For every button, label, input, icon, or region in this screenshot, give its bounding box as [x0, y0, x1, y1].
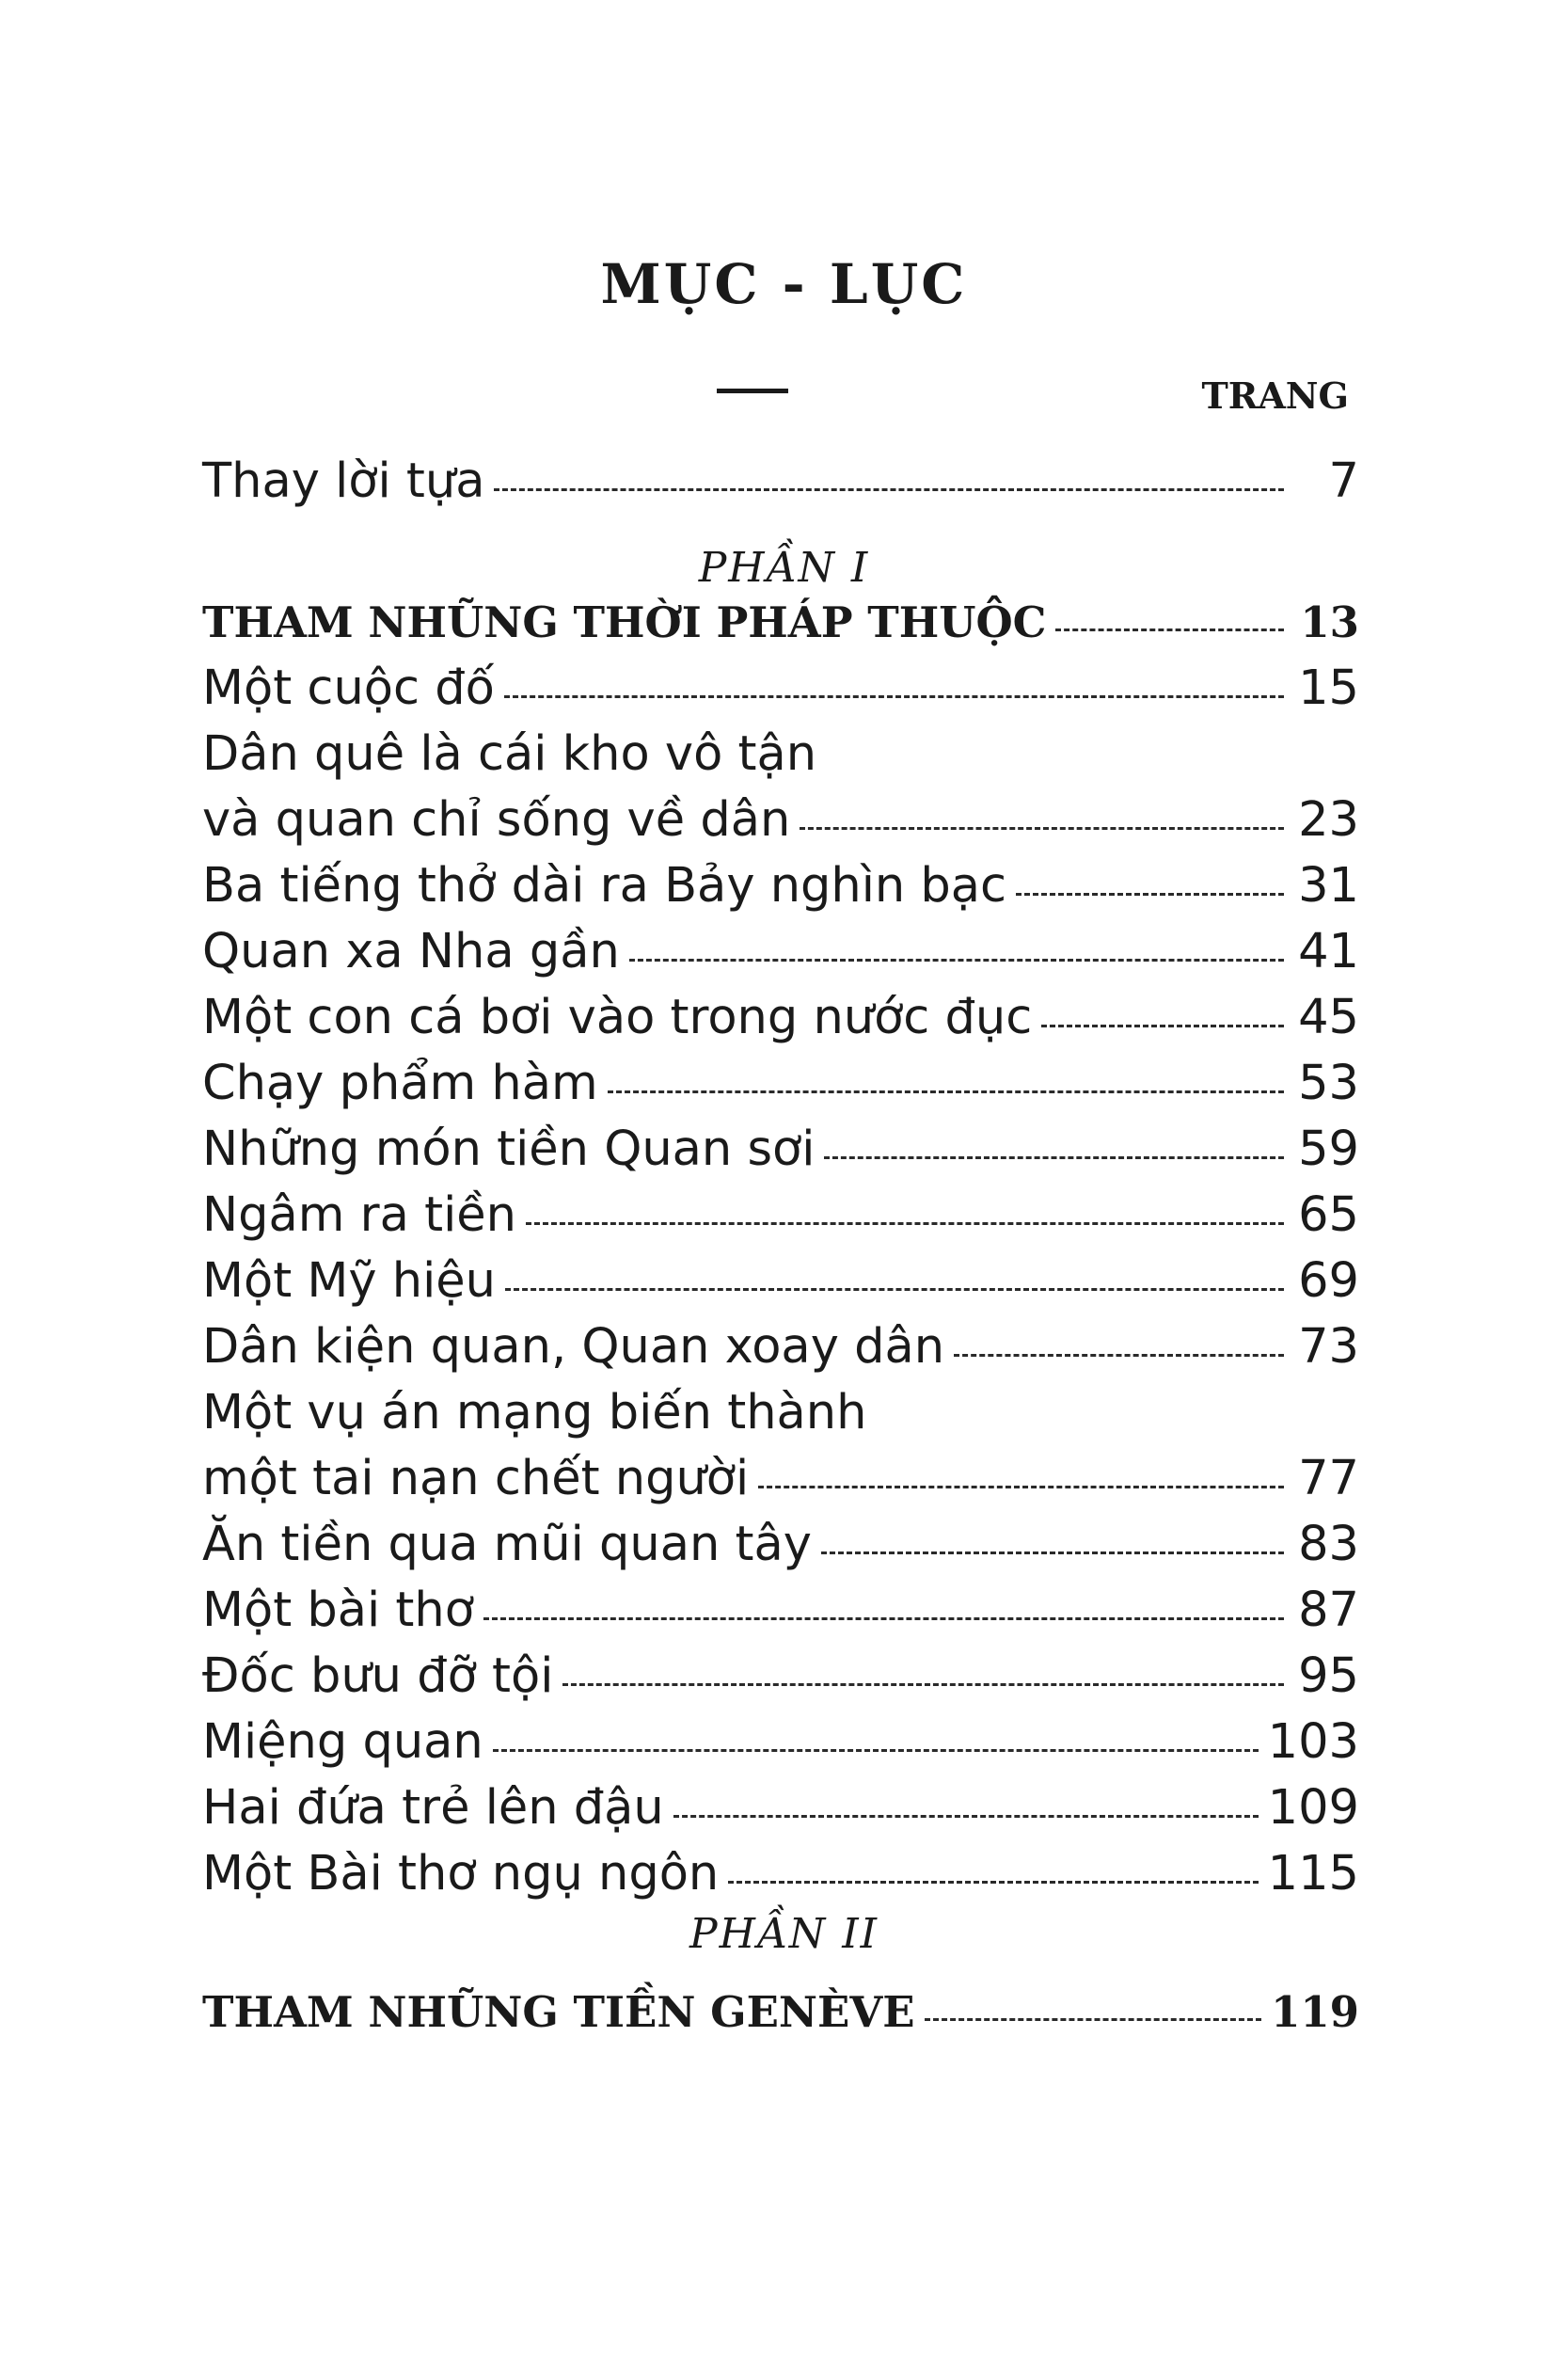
toc-entry-title: Thay lời tựa: [202, 453, 485, 509]
page-title: MỤC - LỤC: [600, 252, 968, 316]
dotted-leader: [629, 959, 1284, 962]
dotted-leader: [1016, 893, 1284, 896]
dotted-leader: [526, 1222, 1284, 1225]
toc-entry: [202, 1981, 1359, 2045]
toc-page-number: 87: [1298, 1583, 1359, 1638]
toc-entry-title: và quan chỉ sống về dân: [202, 792, 791, 848]
toc-entry-title: Một cuộc đố: [202, 660, 495, 716]
toc-page-number: 103: [1267, 1714, 1359, 1770]
toc-page-number: 69: [1298, 1253, 1359, 1309]
toc-entry: [202, 1645, 1359, 1709]
toc-entry: [202, 1776, 1359, 1840]
toc-entry: [202, 450, 1359, 514]
toc-page-number: 77: [1298, 1451, 1359, 1506]
toc-entry-title: Hai đứa trẻ lên đậu: [202, 1780, 664, 1836]
dotted-leader: [483, 1617, 1284, 1620]
toc-entry: [202, 1052, 1359, 1116]
toc-entry: [202, 920, 1359, 984]
toc-entry-title: Một vụ án mạng biến thành: [202, 1385, 867, 1440]
toc-entry-title: Ngâm ra tiền: [202, 1187, 516, 1243]
toc-entry-title: Những món tiền Quan sơi: [202, 1122, 816, 1177]
dotted-leader: [758, 1486, 1284, 1488]
toc-page-number: 59: [1298, 1122, 1359, 1177]
toc-entry: [202, 1842, 1359, 1906]
toc-page-number: 109: [1267, 1780, 1359, 1836]
toc-entry-title: Miệng quan: [202, 1714, 483, 1770]
toc-page-number: 23: [1298, 792, 1359, 848]
dotted-leader: [954, 1354, 1284, 1357]
toc-page-number: 115: [1267, 1846, 1359, 1902]
toc-entry-title: Một Bài thơ ngụ ngôn: [202, 1846, 720, 1902]
toc-entry: [202, 1513, 1359, 1577]
toc-entry-title: Dân kiện quan, Quan xoay dân: [202, 1319, 945, 1375]
toc-entry: [202, 657, 1359, 721]
page-column-label: TRANG: [1201, 374, 1349, 417]
toc-entry: [202, 591, 1359, 655]
toc-page-number: 7: [1328, 453, 1359, 509]
dotted-leader: [925, 2018, 1262, 2021]
part-heading: PHẦN I: [698, 544, 870, 592]
dotted-leader: [504, 695, 1284, 698]
dotted-leader: [494, 488, 1284, 491]
toc-entry: [202, 1184, 1359, 1248]
toc-entry-title: Dân quê là cái kho vô tận: [202, 726, 817, 782]
toc-entry: [202, 986, 1359, 1050]
toc-entry: [202, 788, 1359, 852]
toc-entry-title: Chạy phẩm hàm: [202, 1056, 598, 1111]
toc-entry: [202, 1381, 1359, 1445]
toc-entry: [202, 1579, 1359, 1643]
toc-entry-title: một tai nạn chết người: [202, 1451, 750, 1506]
toc-entry: [202, 1118, 1359, 1182]
dotted-leader: [608, 1090, 1284, 1093]
dotted-leader: [824, 1156, 1284, 1159]
toc-page-number: 73: [1298, 1319, 1359, 1375]
toc-page-number: 31: [1298, 858, 1359, 914]
toc-page-number: 53: [1298, 1056, 1359, 1111]
toc-page-number: 95: [1298, 1648, 1359, 1704]
dotted-leader: [821, 1551, 1284, 1554]
toc-page-number: 83: [1298, 1517, 1359, 1572]
toc-entry-title: THAM NHŨNG THỜI PHÁP THUỘC: [202, 597, 1047, 647]
dotted-leader: [673, 1815, 1259, 1818]
toc-entry: [202, 1711, 1359, 1774]
dotted-leader: [728, 1881, 1258, 1884]
toc-entry: [202, 854, 1359, 918]
dotted-leader: [1041, 1025, 1284, 1027]
toc-entry-title: Một Mỹ hiệu: [202, 1253, 497, 1309]
toc-entry: [202, 1447, 1359, 1511]
dotted-leader: [493, 1749, 1259, 1752]
toc-entry-title: Một con cá bơi vào trong nước đục: [202, 990, 1033, 1045]
toc-page-number: 65: [1298, 1187, 1359, 1243]
toc-entry: [202, 723, 1359, 787]
toc-page-number: 13: [1300, 597, 1359, 647]
dotted-leader: [1055, 629, 1284, 631]
part-heading: PHẦN II: [689, 1910, 879, 1958]
toc-entry-title: Một bài thơ: [202, 1583, 474, 1638]
toc-page-number: 119: [1271, 1987, 1359, 2037]
toc-entry-title: Quan xa Nha gần: [202, 924, 620, 979]
toc-page-number: 15: [1298, 660, 1359, 716]
dotted-leader: [505, 1288, 1284, 1291]
toc-entry-title: Đốc bưu đỡ tội: [202, 1648, 554, 1704]
toc-entry-title: THAM NHŨNG TIỀN GENÈVE: [202, 1987, 915, 2037]
toc-entry: [202, 1315, 1359, 1379]
toc-page-number: 41: [1298, 924, 1359, 979]
toc-entry-title: Ba tiếng thở dài ra Bảy nghìn bạc: [202, 858, 1007, 914]
dotted-leader: [562, 1683, 1284, 1686]
title-divider: [717, 389, 788, 393]
toc-entry-title: Ăn tiền qua mũi quan tây: [202, 1517, 812, 1572]
toc-page-number: 45: [1298, 990, 1359, 1045]
toc-entry: [202, 1249, 1359, 1313]
dotted-leader: [800, 827, 1284, 830]
